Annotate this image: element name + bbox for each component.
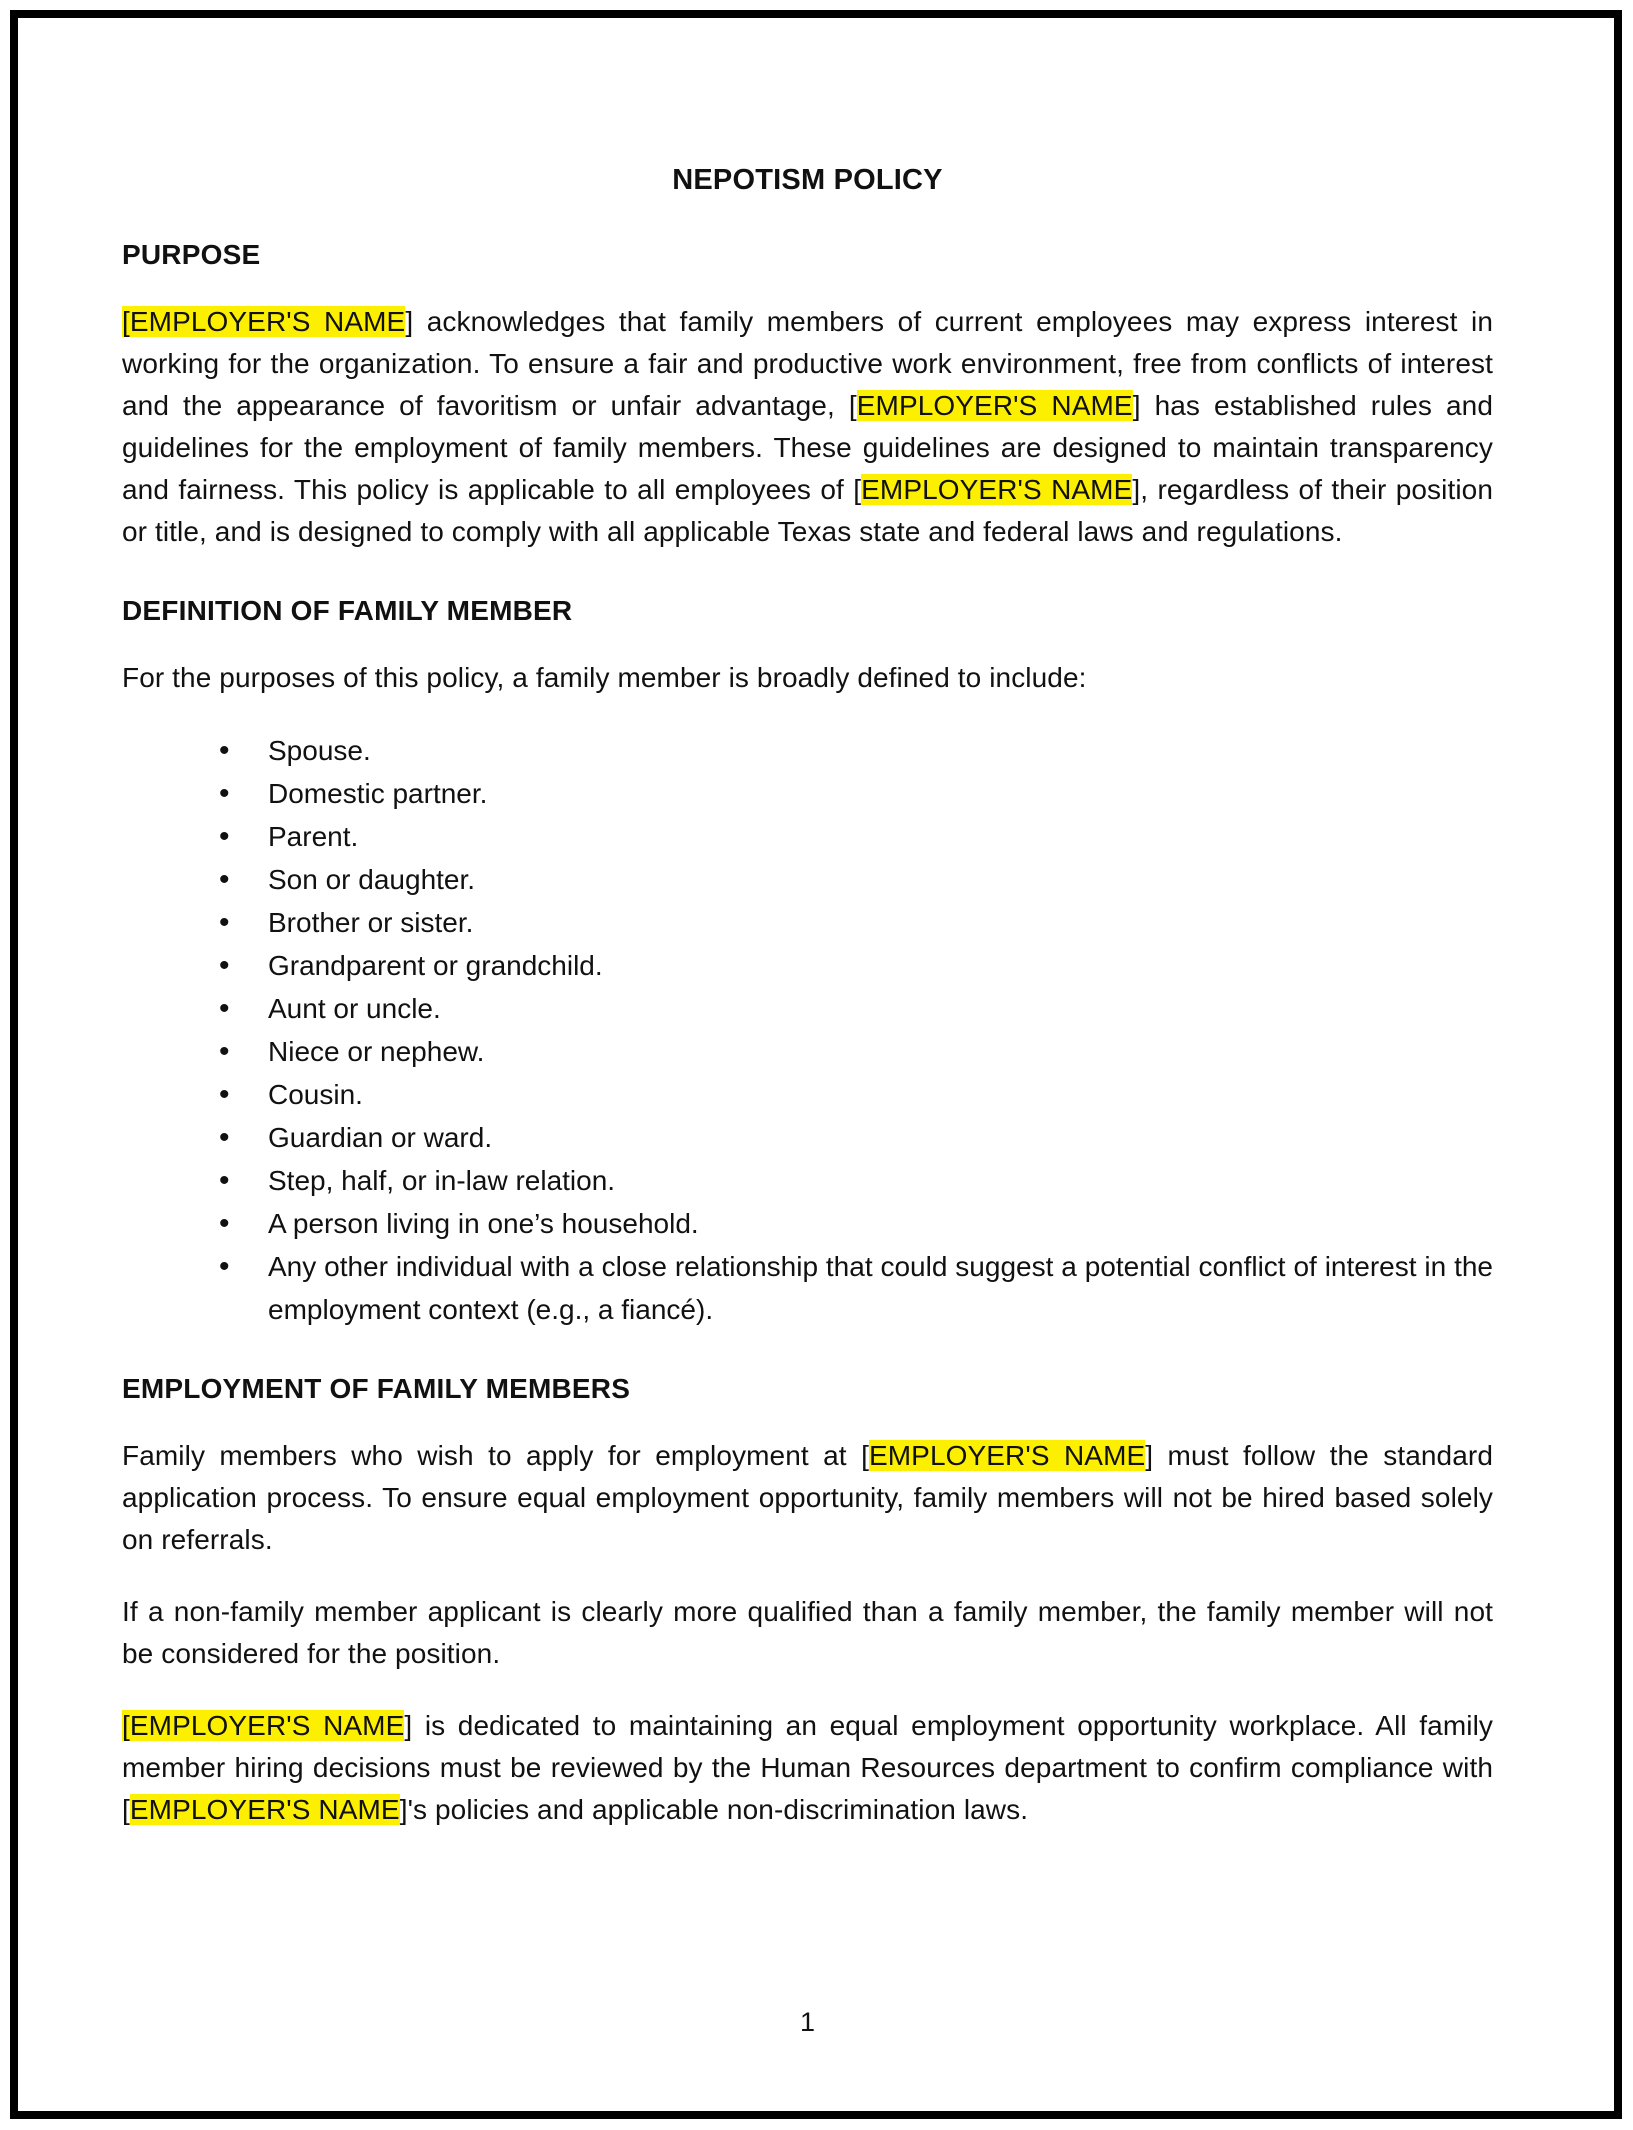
employer-name-placeholder: EMPLOYER'S NAME: [868, 1440, 1146, 1471]
employment-paragraph-2: [122, 1591, 1493, 1675]
list-item: • Parent.: [122, 815, 1493, 858]
list-item: • Aunt or uncle.: [122, 987, 1493, 1030]
paragraph-text: ] has established rules and guidelines for the employment of family members. These guidelines are designed to maintain transparency and fairness. This policy is applicable to all employees of [: [122, 390, 1494, 505]
employer-name-placeholder: [EMPLOYER'S NAME: [122, 306, 406, 337]
employer-name-placeholder: EMPLOYER'S NAME: [856, 390, 1133, 421]
list-item: • A person living in one’s household.: [122, 1202, 1493, 1245]
list-item: • Brother or sister.: [122, 901, 1493, 944]
list-item: • Step, half, or in-law relation.: [122, 1159, 1493, 1202]
list-item: • Domestic partner.: [122, 772, 1493, 815]
list-item: • Grandparent or grandchild.: [122, 944, 1493, 987]
list-item: • Niece or nephew.: [122, 1030, 1493, 1073]
employment-paragraph-3: [122, 1705, 1493, 1831]
list-item: • Cousin.: [122, 1073, 1493, 1116]
paragraph-text: Family members who wish to apply for employment at [: [122, 1440, 869, 1471]
list-item: • Guardian or ward.: [122, 1116, 1493, 1159]
list-item: • Son or daughter.: [122, 858, 1493, 901]
list-item: • Spouse.: [122, 729, 1493, 772]
section-heading-purpose: PURPOSE: [122, 239, 261, 270]
list-item: • Any other individual with a close relationship that could suggest a potential conflict of interest in the employment context (e.g., a fiancé).: [122, 1245, 1493, 1331]
employment-paragraph-1: [122, 1435, 1493, 1561]
employer-name-placeholder: EMPLOYER'S NAME: [861, 474, 1133, 505]
definition-intro-paragraph: For the purposes of this policy, a family member is broadly defined to include:: [122, 662, 1087, 693]
paragraph-text: If a non-family member applicant is clearly more qualified than a family member, the family member will not be considered for the position.: [122, 1596, 1493, 1669]
section-heading-definition-of-family-member: DEFINITION OF FAMILY MEMBER: [122, 595, 573, 626]
page-number: 1: [799, 2007, 816, 2037]
employer-name-placeholder: EMPLOYER'S NAME: [129, 1794, 400, 1825]
employer-name-placeholder: [EMPLOYER'S NAME: [122, 1710, 405, 1741]
paragraph-text: ] acknowledges that family members of current employees may express interest in working for the organization. To ensure a fair and productive work environment, free from conflicts of interest and the appearance of favoritism or unfair advantage, [: [122, 306, 1493, 421]
document-content: [122, 164, 1493, 1861]
paragraph-text: ], regardless of their position or title, and is designed to comply with all applicable Texas state and federal laws and regulations.: [122, 474, 1494, 547]
section-heading-employment-of-family-members: EMPLOYMENT OF FAMILY MEMBERS: [122, 1373, 631, 1404]
paragraph-text: ] is dedicated to maintaining an equal employment opportunity workplace. All family member hiring decisions must be reviewed by the Human Resources department to confirm compliance with [: [122, 1710, 1493, 1825]
family-member-bullet-list: [122, 729, 1493, 1331]
purpose-paragraph: [122, 301, 1493, 553]
paragraph-text: ]'s policies and applicable non-discrimination laws.: [399, 1794, 1029, 1825]
document-title: NEPOTISM POLICY: [672, 164, 943, 196]
paragraph-text: ] must follow the standard application process. To ensure equal employment opportunity, family members will not be hired based solely on referrals.: [122, 1440, 1493, 1555]
